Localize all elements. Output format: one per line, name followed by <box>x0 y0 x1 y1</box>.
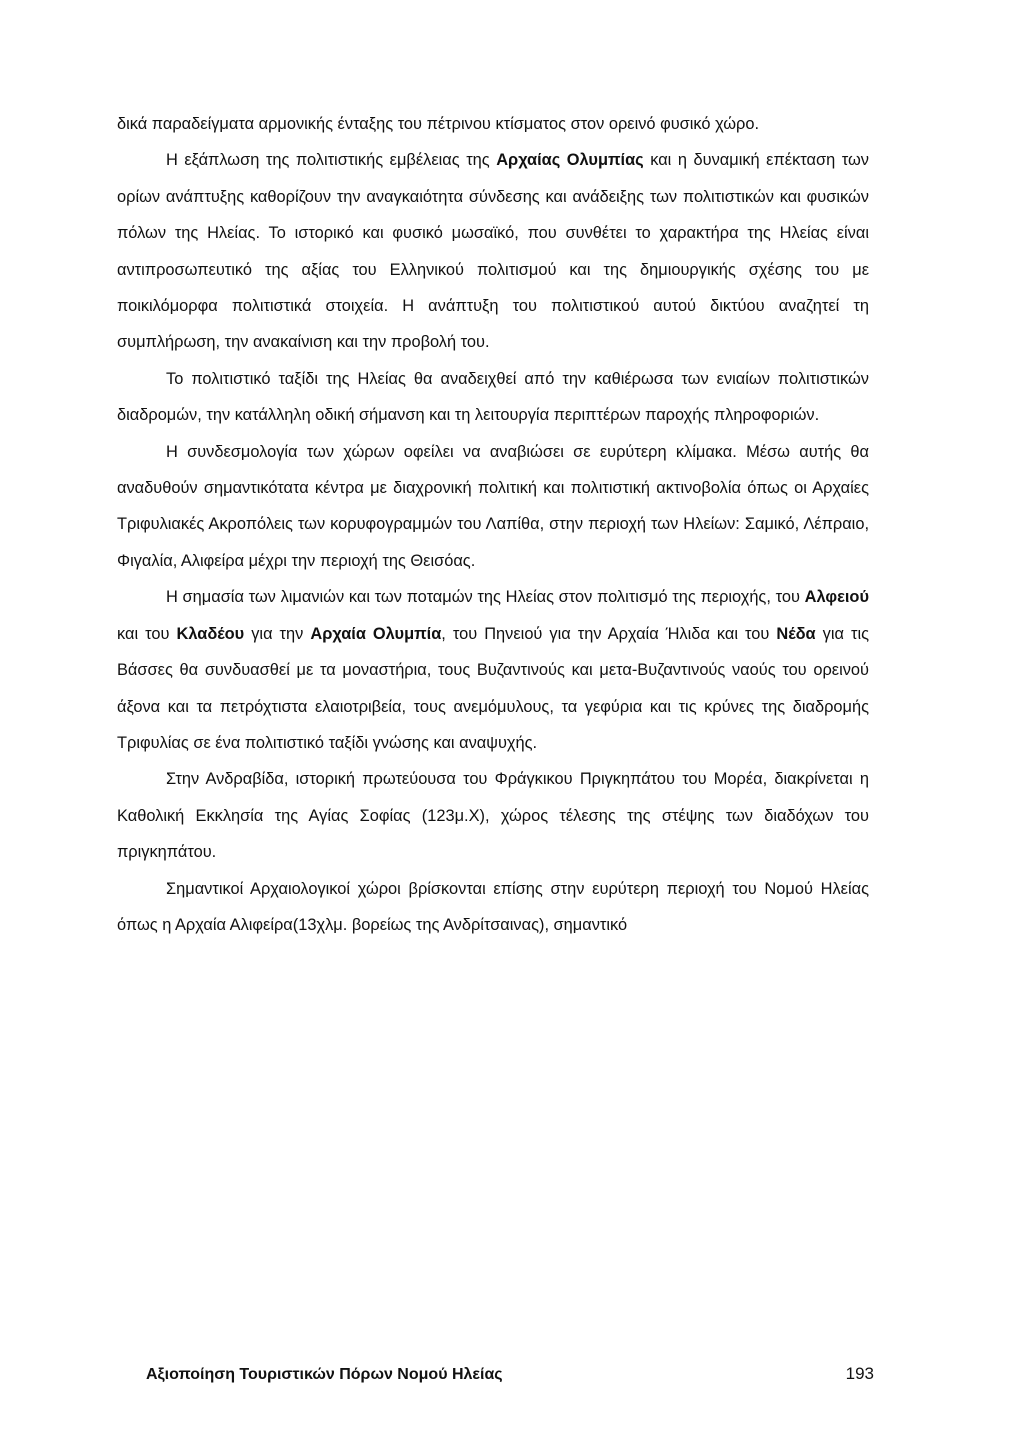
text-segment: για την <box>244 624 311 643</box>
bold-text: Νέδα <box>776 624 816 643</box>
page-number: 193 <box>845 1364 874 1383</box>
page-footer <box>146 1364 874 1384</box>
text-segment: για τις Βάσσες θα συνδυασθεί με τα μοναστήρια, τους Βυζαντινούς και μετα-Βυζαντινούς ναούς του ορεινού άξονα και τα πετρόχτιστα ελαιοτριβεία, τους ανεμόμυλους, τα γεφύρια και τις κρύνες της διαδρομής Τριφυλίας σε ένα πολιτιστικό ταξίδι γνώσης και αναψυχής. <box>117 624 869 752</box>
paragraph <box>117 142 869 360</box>
text-segment: Το πολιτιστικό ταξίδι της Ηλείας θα αναδειχθεί από την καθιέρωσα των ενιαίων πολιτιστικών διαδρομών, την κατάλληλη οδική σήμανση και τη λειτουργία περιπτέρων παροχής πληροφοριών. <box>117 369 869 425</box>
text-segment: Στην Ανδραβίδα, ιστορική πρωτεύουσα του Φράγκικου Πριγκηπάτου του Μορέα, διακρίνεται η Καθολική Εκκλησία της Αγίας Σοφίας (123μ.Χ), χώρος τέλεσης της στέψης των διαδόχων του πριγκηπάτου. <box>117 770 869 862</box>
paragraph <box>117 579 869 761</box>
footer-title: Αξιοποίηση Τουριστικών Πόρων Νομού Ηλείας <box>146 1366 503 1383</box>
text-segment: Η συνδεσμολογία των χώρων οφείλει να αναβιώσει σε ευρύτερη κλίμακα. Μέσω αυτής θα αναδυθούν σημαντικότατα κέντρα με διαχρονική πολιτική και πολιτιστική ακτινοβολία όπως οι Αρχαίες Τριφυλιακές Ακροπόλεις των κορυφογραμμών του Λαπίθα, στην περιοχή των Ηλείων: Σαμικό, Λέπραιο, Φιγαλία, Αλιφείρα μέχρι την περιοχή της Θεισόας. <box>117 442 869 570</box>
text-segment: Σημαντικοί Αρχαιολογικοί χώροι βρίσκονται επίσης στην ευρύτερη περιοχή του Νομού Ηλείας όπως η Αρχαία Αλιφείρα(13χλμ. βορείως της Ανδρίτσαινας), σημαντικό <box>117 879 869 934</box>
paragraph <box>117 761 869 870</box>
text-segment: και του <box>117 624 177 643</box>
text-segment: και η δυναμική επέκταση των ορίων ανάπτυξης καθορίζουν την αναγκαιότητα σύνδεσης και ανάδειξης των πολιτιστικών και φυσικών πόλων της Ηλείας. Το ιστορικό και φυσικό μωσαϊκό, που συνθέτει το χαρακτήρα της Ηλείας είναι αντιπροσωπευτικό της αξίας του Ελληνικού πολιτισμού και της δημιουργικής σχέσης του με ποικιλόμορφα πολιτιστικά στοιχεία. Η ανάπτυξη του πολιτιστικού αυτού δικτύου αναζητεί τη συμπλήρωση, την ανακαίνιση και την προβολή του. <box>117 151 869 352</box>
paragraph <box>117 361 869 434</box>
bold-text: Αλφειού <box>804 588 869 607</box>
bold-text: Αρχαία Ολυμπία <box>310 624 442 643</box>
paragraph <box>117 434 869 580</box>
bold-text: Κλαδέου <box>176 624 245 643</box>
text-segment: δικά παραδείγματα αρμονικής ένταξης του πέτρινου κτίσματος στον ορεινό φυσικό χώρο. <box>117 115 760 133</box>
text-segment: Η σημασία των λιμανιών και των ποταμών της Ηλείας στον πολιτισμό της περιοχής, του <box>166 588 805 607</box>
text-segment: , του Πηνειού για την Αρχαία Ήλιδα και του <box>441 624 777 643</box>
paragraph <box>117 106 869 142</box>
paragraph <box>117 871 869 944</box>
body-text <box>117 106 869 943</box>
text-segment: Η εξάπλωση της πολιτιστικής εμβέλειας της <box>166 151 497 170</box>
bold-text: Αρχαίας Ολυμπίας <box>496 151 644 170</box>
